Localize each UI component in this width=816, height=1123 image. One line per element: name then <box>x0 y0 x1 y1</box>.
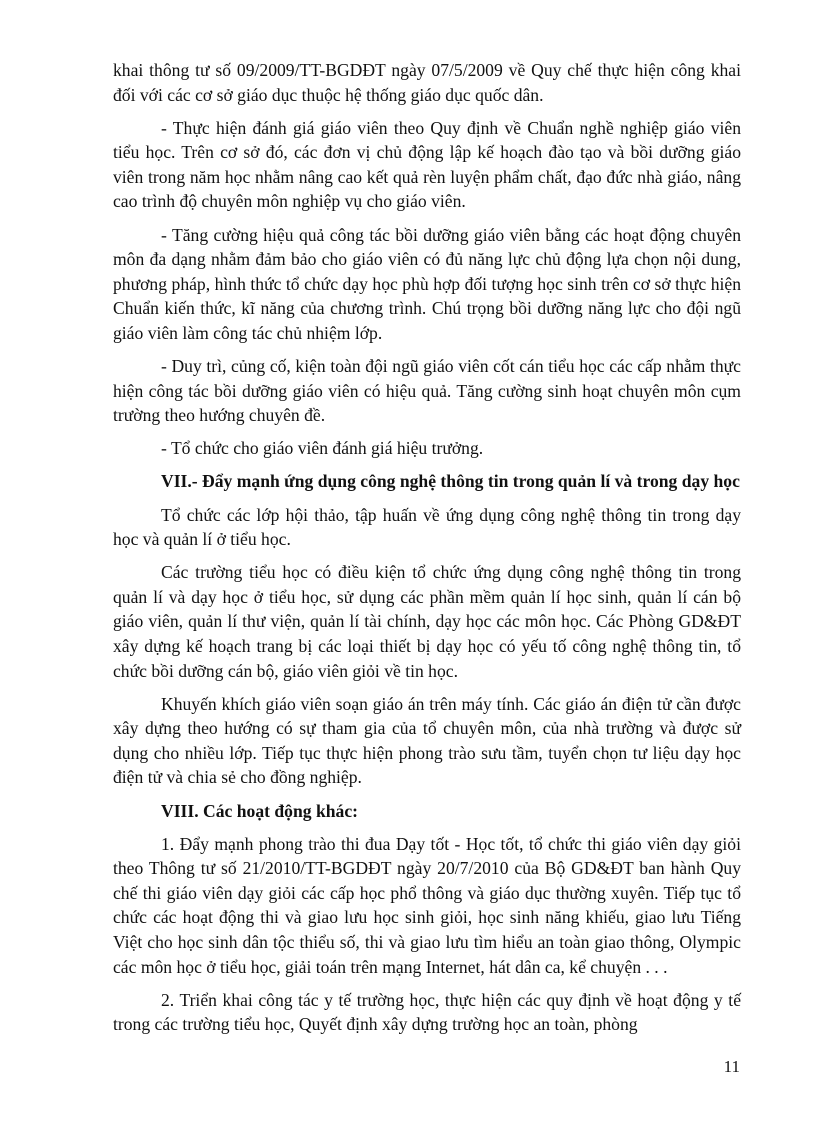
document-page <box>113 58 741 1045</box>
paragraph-2: - Thực hiện đánh giá giáo viên theo Quy định về Chuẩn nghề nghiệp giáo viên tiểu học. Trên cơ sở đó, các đơn vị chủ động lập kế hoạch đào tạo và bồi dưỡng giáo viên trong năm học nhằm nâng cao kết quả rèn luyện phẩm chất, đạo đức nhà giáo, nâng cao trình độ chuyên môn nghiệp vụ cho giáo viên. <box>113 117 741 212</box>
paragraph-4: - Duy trì, củng cố, kiện toàn đội ngũ giáo viên cốt cán tiểu học các cấp nhằm thực hiện công tác bồi dưỡng giáo viên có hiệu quả. Tăng cường sinh hoạt chuyên môn cụm trường theo hướng chuyên đề. <box>113 356 741 426</box>
page-number: 11 <box>723 1057 740 1076</box>
section-heading-vii: VII.- Đẩy mạnh ứng dụng công nghệ thông tin trong quản lí và trong dạy học <box>161 471 740 492</box>
paragraph-8: Các trường tiểu học có điều kiện tổ chức ứng dụng công nghệ thông tin trong quản lí và dạy học ở tiểu học, sử dụng các phần mềm quản lí học sinh, quản lí cán bộ giáo viên, quản lí thư viện, quản lí tài chính, dạy học các môn học. Các Phòng GD&ĐT xây dựng kế hoạch trang bị các loại thiết bị dạy học có yếu tố công nghệ thông tin, tổ chức bồi dưỡng cán bộ, giáo viên giỏi về tin học. <box>113 562 741 681</box>
paragraph-7: Tổ chức các lớp hội thảo, tập huấn về ứng dụng công nghệ thông tin trong dạy học và quản lí ở tiểu học. <box>113 504 741 550</box>
paragraph-1: khai thông tư số 09/2009/TT-BGDĐT ngày 07/5/2009 về Quy chế thực hiện công khai đối với các cơ sở giáo dục thuộc hệ thống giáo dục quốc dân. <box>113 60 741 105</box>
paragraph-5: - Tổ chức cho giáo viên đánh giá hiệu trưởng. <box>161 438 484 459</box>
paragraph-12: 2. Triển khai công tác y tế trường học, thực hiện các quy định về hoạt động y tế trong các trường tiểu học, Quyết định xây dựng trường học an toàn, phòng <box>113 989 741 1035</box>
paragraph-3: - Tăng cường hiệu quả công tác bồi dưỡng giáo viên bằng các hoạt động chuyên môn đa dạng nhằm đảm bảo cho giáo viên có đủ năng lực chủ động lựa chọn nội dung, phương pháp, hình thức tổ chức dạy học phù hợp đối tượng học sinh trên cơ sở thực hiện Chuẩn kiến thức, kĩ năng của chương trình. Chú trọng bồi dưỡng năng lực cho đội ngũ giáo viên làm công tác chủ nhiệm lớp. <box>113 224 741 343</box>
paragraph-9: Khuyến khích giáo viên soạn giáo án trên máy tính. Các giáo án điện tử cần được xây dựng theo hướng có sự tham gia của tổ chuyên môn, của nhà trường và được sử dụng cho nhiều lớp. Tiếp tục thực hiện phong trào sưu tầm, tuyển chọn tư liệu dạy học điện tử và chia sẻ cho đồng nghiệp. <box>113 693 741 788</box>
paragraph-11: 1. Đẩy mạnh phong trào thi đua Dạy tốt - Học tốt, tổ chức thi giáo viên dạy giỏi theo Thông tư số 21/2010/TT-BGDĐT ngày 20/7/2010 của Bộ GD&ĐT ban hành Quy chế thi giáo viên dạy giỏi các cấp học phổ thông và giáo dục thường xuyên. Tiếp tục tổ chức các hoạt động thi và giao lưu học sinh giỏi, học sinh năng khiếu, giao lưu Tiếng Việt cho học sinh dân tộc thiểu số, thi và giao lưu tìm hiểu an toàn giao thông, Olympic các môn học ở tiểu học, giải toán trên mạng Internet, hát dân ca, kể chuyện . . . <box>113 833 741 977</box>
section-heading-viii: VIII. Các hoạt động khác: <box>161 800 358 821</box>
